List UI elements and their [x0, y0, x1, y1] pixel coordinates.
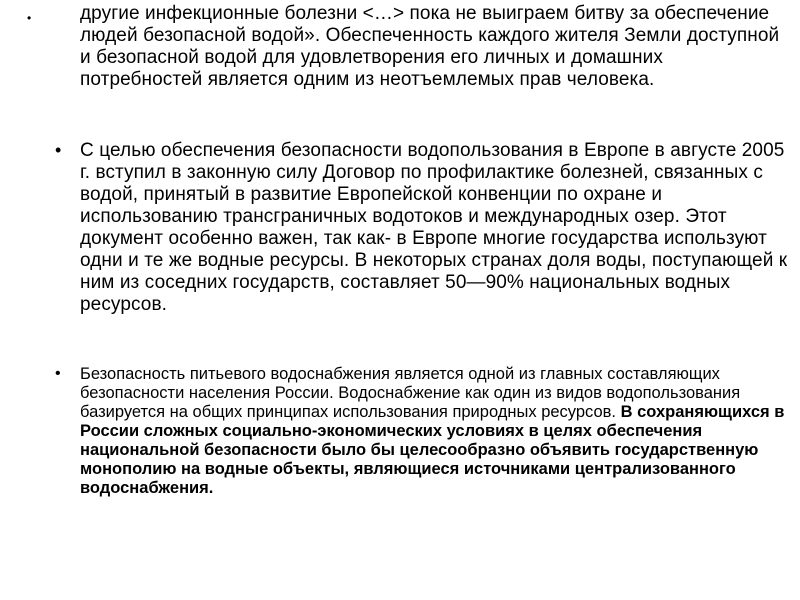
- bullet-marker-3: •: [55, 365, 61, 382]
- bullet-text-1: другие инфекционные болезни <…> пока не выиграем битву за обеспечение людей безопасной водой». Обеспеченность каждого жителя Земли доступной и безопасной водой для удовлетворения его личных и домашних потребностей является одним из неотъемлемых прав человека.: [80, 3, 780, 90]
- bullet-text-2: С целью обеспечения безопасности водопользования в Европе в августе 2005 г. вступил в законную силу Договор по профилактике болезней, связанных с водой, принятый в развитие Европейской конвенции по охране и использованию трансграничных водотоков и международных озер. Этот документ особенно важен, так как- в Европе многие государства используют одни и те же водные ресурсы. В некоторых странах доля воды, поступающей к ним из соседних государств, составляет 50—90% национальных водных ресурсов.: [80, 140, 788, 315]
- bullet-text-3: [80, 365, 795, 498]
- bullet-text-3-bold: В сохраняющихся в России сложных социально-экономических условиях в целях обеспечения национальной безопасности было бы целесообразно объявить государственную монополию на водные объекты, являющиеся источниками централизованного водоснабжения.: [80, 403, 785, 497]
- bullet-marker-1: •: [27, 11, 32, 25]
- bullet-text-3-regular: Безопасность питьевого водоснабжения является одной из главных составляющих безопасности населения России. Водоснабжение как один из видов водопользования базируется на общих принципах использования природных ресурсов.: [80, 365, 741, 421]
- bullet-marker-2: •: [55, 140, 62, 160]
